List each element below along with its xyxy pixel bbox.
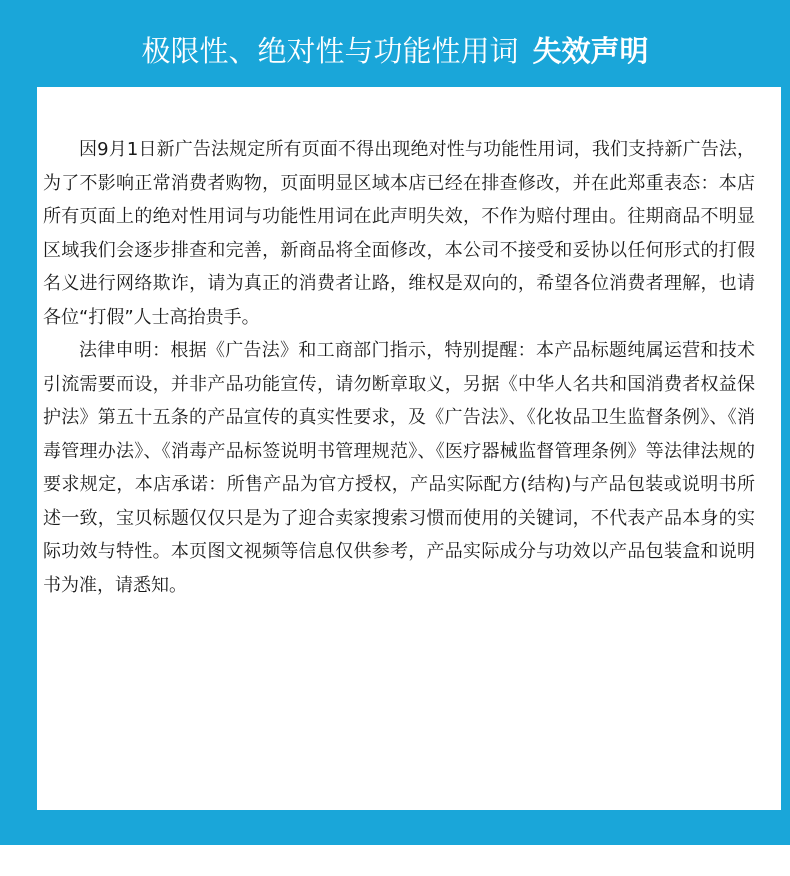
page-title bbox=[0, 26, 790, 76]
title-main: 极限性、绝对性与功能性用词 bbox=[141, 34, 519, 68]
title-strong: 失效声明 bbox=[532, 34, 649, 68]
statement-content bbox=[43, 133, 755, 602]
statement-paragraph-2: 法律申明：根据《广告法》和工商部门指示，特别提醒：本产品标题纯属运营和技术引流需要而设，并非产品功能宣传，请勿断章取义，另据《中华人名共和国消费者权益保护法》第五十五条的产品宣传的真实性要求，及《广告法》、《化妆品卫生监督条例》、《消毒管理办法》、《消毒产品标签说明书管理规范》、《医疗器械监督管理条例》等法律法规的要求规定，本店承诺：所售产品为官方授权，产品实际配方(结构)与产品包装或说明书所述一致，宝贝标题仅仅只是为了迎合卖家搜索习惯而使用的关键词，不代表产品本身的实际功效与特性。本页图文视频等信息仅供参考，产品实际成分与功效以产品包装盒和说明书为准，请悉知。 bbox=[43, 340, 755, 596]
statement-paragraph-1: 因9月1日新广告法规定所有页面不得出现绝对性与功能性用词，我们支持新广告法，为了不影响正常消费者购物，页面明显区域本店已经在排查修改，并在此郑重表态：本店所有页面上的绝对性用词与功能性用词在此声明失效，不作为赔付理由。往期商品不明显区域我们会逐步排查和完善，新商品将全面修改，本公司不接受和妥协以任何形式的打假名义进行网络欺诈，请为真正的消费者让路，维权是双向的，希望各位消费者理解，也请各位“打假”人士高抬贵手。 bbox=[43, 139, 755, 328]
statement-panel bbox=[37, 87, 781, 810]
